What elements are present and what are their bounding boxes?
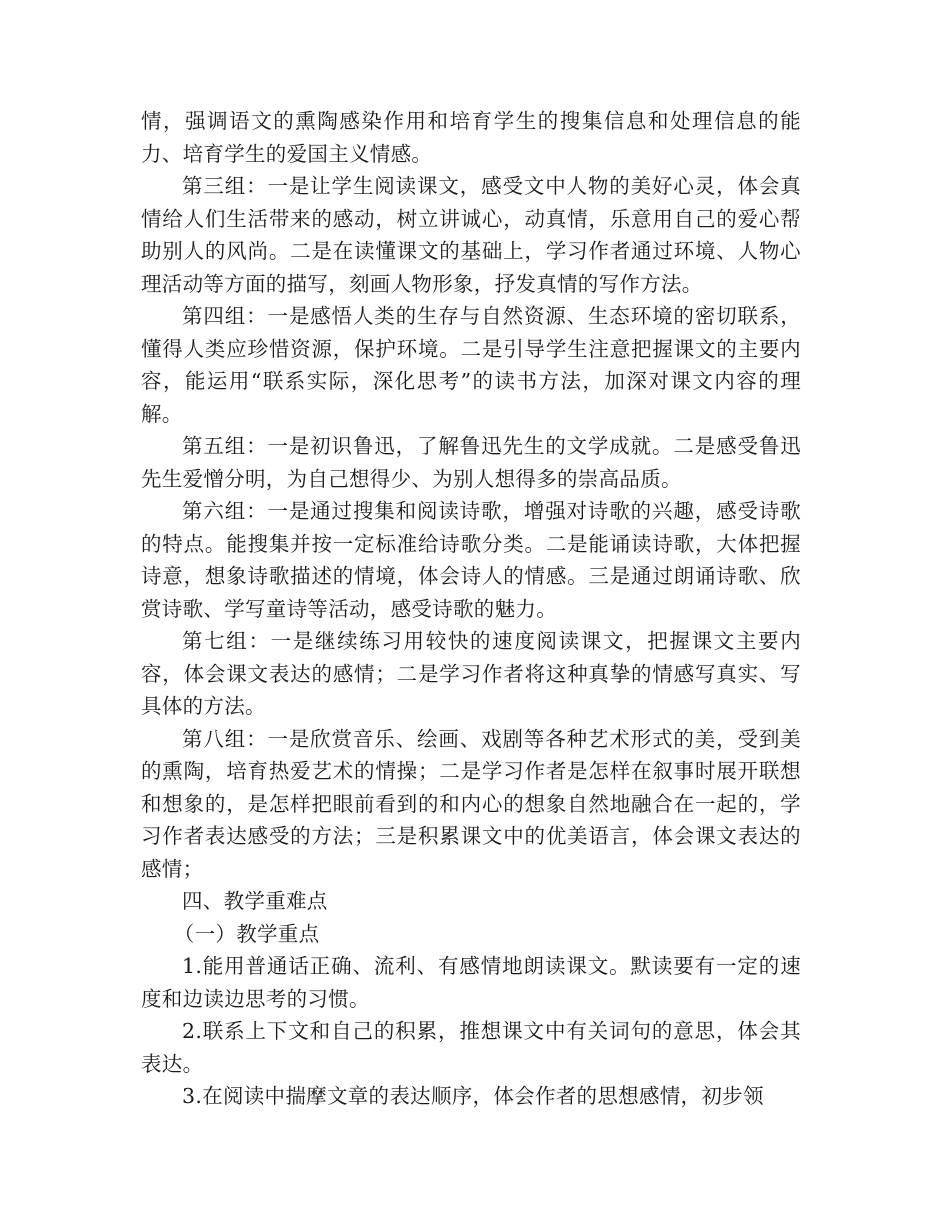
section-heading: 四、教学重难点: [182, 889, 328, 913]
paragraph-group-three: 第三组：一是让学生阅读课文，感受文中人物的美好心灵，体会真情给人们生活带来的感动，树立讲诚心，动真情，乐意用自己的爱心帮助别人的风尚。二是在读懂课文的基础上，学习作者通过环境、人物心理活动等方面的描写，刻画人物形象，抒发真情的写作方法。: [141, 174, 801, 296]
paragraph-group-five: 第五组：一是初识鲁迅，了解鲁迅先生的文学成就。二是感受鲁迅先生爱憎分明，为自己想得少、为别人想得多的崇高品质。: [141, 434, 801, 491]
paragraph-group-eight: 第八组：一是欣赏音乐、绘画、戏剧等各种艺术形式的美，受到美的熏陶，培育热爱艺术的情操；二是学习作者是怎样在叙事时展开联想和想象的，是怎样把眼前看到的和内心的想象自然地融合在一起的，学习作者表达感受的方法；三是积累课文中的优美语言，体会课文表达的感情；: [141, 726, 801, 881]
list-item-2: 2.联系上下文和自己的积累，推想课文中有关词句的意思，体会其表达。: [141, 1019, 801, 1076]
paragraph-group-four: 第四组：一是感悟人类的生存与自然资源、生态环境的密切联系，懂得人类应珍惜资源，保护环境。二是引导学生注意把握课文的主要内容，能运用“联系实际，深化思考”的读书方法，加深对课文内容的理解。: [141, 304, 801, 426]
paragraph-continuation: 情，强调语文的熏陶感染作用和培育学生的搜集信息和处理信息的能力、培育学生的爱国主义情感。: [141, 109, 801, 166]
document-body: [141, 105, 801, 1113]
list-item-3: 3.在阅读中揣摩文章的表达顺序，体会作者的思想感情，初步领: [182, 1084, 764, 1108]
paragraph-group-six: 第六组：一是通过搜集和阅读诗歌，增强对诗歌的兴趣，感受诗歌的特点。能搜集并按一定标准给诗歌分类。二是能诵读诗歌，大体把握诗意，想象诗歌描述的情境，体会诗人的情感。三是通过朗诵诗歌、欣赏诗歌、学写童诗等活动，感受诗歌的魅力。: [141, 499, 801, 621]
sub-section-heading: （一）教学重点: [173, 921, 320, 946]
list-item-1: 1.能用普通话正确、流利、有感情地朗读课文。默读要有一定的速度和边读边思考的习惯。: [141, 954, 801, 1011]
paragraph-group-seven: 第七组：一是继续练习用较快的速度阅读课文，把握课文主要内容，体会课文表达的感情；二是学习作者将这种真挚的情感写真实、写具体的方法。: [141, 629, 801, 718]
